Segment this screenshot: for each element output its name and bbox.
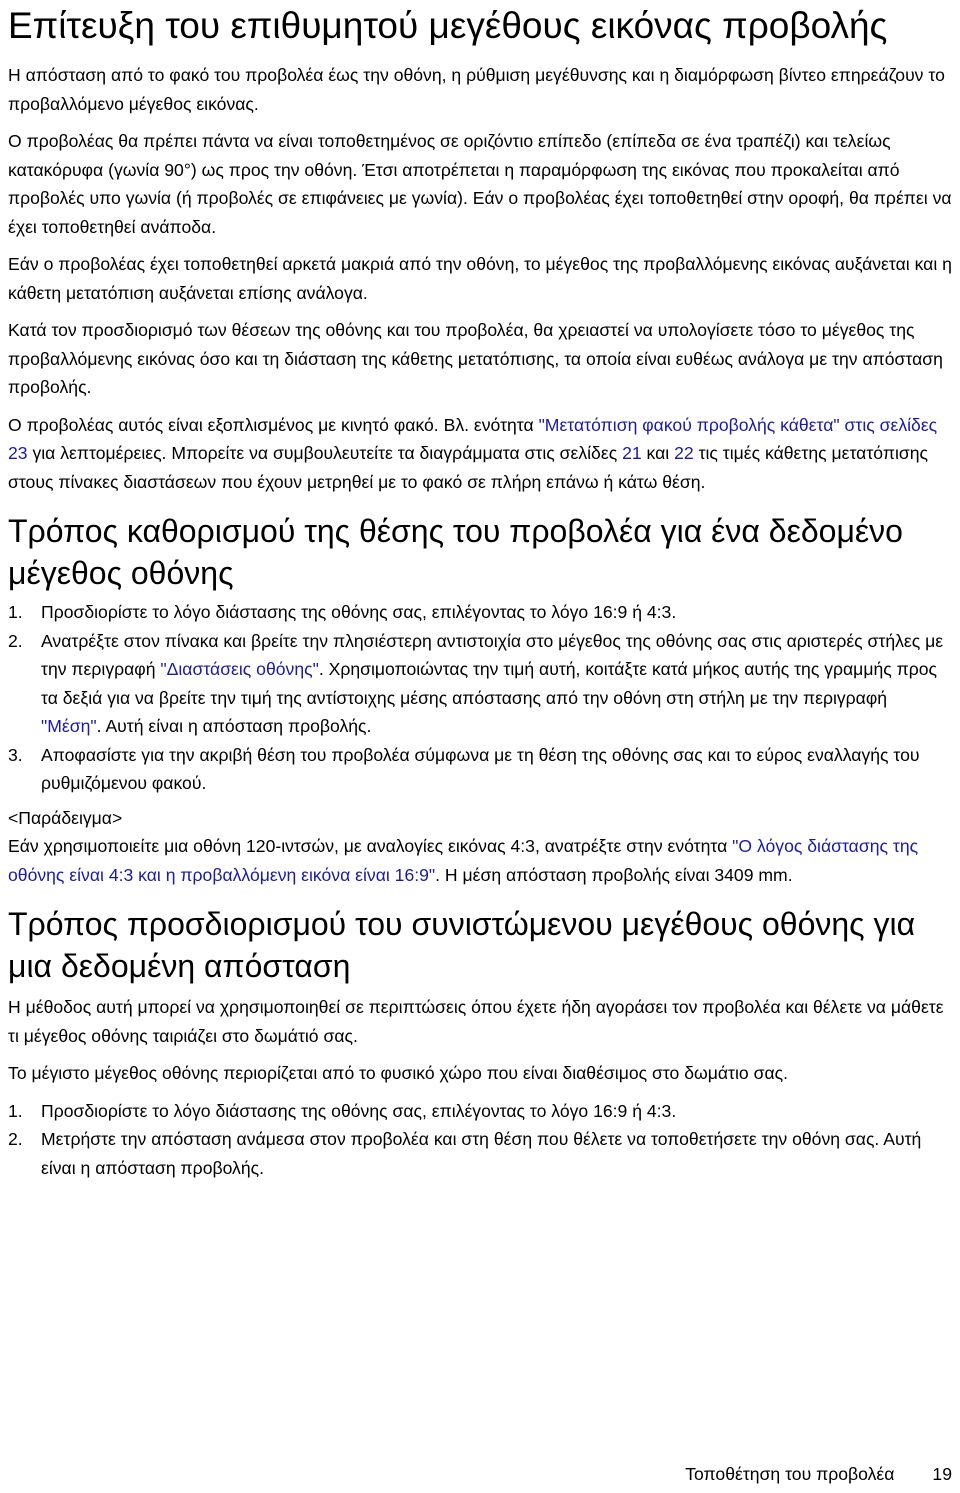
list-item [8,627,952,741]
list-number: 1. [8,602,23,622]
paragraph-intro: Η απόσταση από το φακό του προβολέα έως την οθόνη, η ρύθμιση μεγέθυνσης και η διαμόρφωση βίντεο επηρεάζουν το προβαλλόμενο μέγεθος εικόνας. [8,65,945,114]
list-text: Ανατρέξτε στον πίνακα και βρείτε την πλησιέστερη αντιστοιχία στο μέγεθος της οθόνης σας στις αριστερές στήλες με την περιγραφή [41,630,944,679]
paragraph-distance: Εάν ο προβολέας έχει τοποθετηθεί αρκετά μακριά από την οθόνη, το μέγεθος της προβαλλόμενης εικόνας αυξάνεται και η κάθετη μετατόπιση αυξάνεται επίσης ανάλογα. [8,254,952,303]
list-item [8,1125,952,1182]
link-vertical-lens-shift[interactable]: "Μετατόπιση φακού προβολής κάθετα" στις σελίδες 23 [8,414,938,463]
link-aspect-ratio-section[interactable]: "Ο λόγος διάστασης της οθόνης είναι 4:3 και η προβαλλόμενη εικόνα είναι 16:9" [8,836,919,885]
section-title-image-size: Επίτευξη του επιθυμητού μεγέθους εικόνας προβολής [8,5,888,46]
steps-list-size [8,1097,952,1183]
paragraph-method: Η μέθοδος αυτή μπορεί να χρησιμοποιηθεί σε περιπτώσεις όπου έχετε ήδη αγοράσει τον προβολέα και θέλετε να μάθετε τι μέγεθος οθόνης ταιριάζει στο δωμάτιό σας. [8,997,944,1046]
list-number: 1. [8,1100,23,1121]
link-screen-dimensions[interactable]: "Διαστάσεις οθόνης" [160,659,319,679]
list-text: Αποφασίστε για την ακριβή θέση του προβολέα σύμφωνα με τη θέση της οθόνης σας και το εύρος εναλλαγής του ρυθμιζόμενου φακού. [41,744,920,793]
text-run: τις τιμές κάθετης μετατόπισης στους πίνακες διαστάσεων που έχουν μετρηθεί με το φακό σε πλήρη επάνω ή κάτω θέση. [8,443,928,492]
text-run: . Η μέση απόσταση προβολής είναι 3409 mm. [435,864,793,885]
page-footer [685,1462,952,1486]
paragraph-lens-shift [8,411,952,497]
list-item [8,598,952,627]
text-run: Ο προβολέας αυτός είναι εξοπλισμένος με κινητό φακό. Βλ. ενότητα [8,414,539,435]
list-number: 2. [8,630,23,651]
footer-section-name: Τοποθέτηση του προβολέα [685,1464,895,1484]
list-item [8,741,952,798]
paragraph-max-size: Το μέγιστο μέγεθος οθόνης περιορίζεται από το φυσικό χώρο που είναι διαθέσιμος στο δωμάτιο σας. [8,1063,788,1083]
text-run: για λεπτομέρειες. Μπορείτε να συμβουλευτείτε τα διαγράμματα στις σελίδες [27,443,623,463]
paragraph-placement: Ο προβολέας θα πρέπει πάντα να είναι τοποθετημένος σε οριζόντιο επίπεδο (επίπεδα σε ένα τραπέζι) και τελείως κατακόρυφα (γωνία 90°) ως προς την οθόνη. Έτσι αποτρέπεται η παραμόρφωση της εικόνας που προκαλείται από προβολές υπο γωνία (ή προβολές σε επιφάνειες με γωνία). Εάν ο προβολέας έχει τοποθετηθεί στην οροφή, θα πρέπει να έχει τοποθετηθεί ανάποδα. [8,131,952,237]
list-text: Προσδιορίστε το λόγο διάστασης της οθόνης σας, επιλέγοντας το λόγο 16:9 ή 4:3. [41,1100,677,1121]
text-run: Εάν χρησιμοποιείτε μια οθόνη 120-ιντσών, με αναλογίες εικόνας 4:3, ανατρέξτε στην ενότητα [8,836,733,856]
link-average[interactable]: "Μέση" [41,716,97,736]
list-text: Προσδιορίστε το λόγο διάστασης της οθόνης σας, επιλέγοντας το λόγο 16:9 ή 4:3. [41,602,677,622]
text-run: και [641,443,675,463]
list-number: 3. [8,744,23,765]
section-title-size-for-distance: Τρόπος προσδιορισμού του συνιστώμενου μεγέθους οθόνης για μια δεδομένη απόσταση [8,906,916,984]
link-page-22[interactable]: 22 [674,443,694,463]
list-text: . Αυτή είναι η απόσταση προβολής. [96,716,372,736]
list-text: Μετρήστε την απόσταση ανάμεσα στον προβολέα και στη θέση που θέλετε να τοποθετήσετε την οθόνη σας. Αυτή είναι η απόσταση προβολής. [41,1129,922,1178]
document-page [8,0,952,1188]
page-number: 19 [932,1464,952,1484]
section-title-position-for-size: Τρόπος καθορισμού της θέσης του προβολέα για ένα δεδομένο μέγεθος οθόνης [8,513,903,591]
example-label: <Παράδειγμα> [8,807,123,828]
paragraph-example [8,832,952,889]
list-number: 2. [8,1129,23,1149]
list-item [8,1097,952,1126]
link-page-21[interactable]: 21 [622,443,642,463]
list-text: . Χρησιμοποιώντας την τιμή αυτή, κοιτάξτε κατά μήκος αυτής της γραμμής προς τα δεξιά για να βρείτε την τιμή της αντίστοιχης μέσης απόστασης από την οθόνη στη στήλη με την περιγραφή [41,659,938,708]
steps-list-position [8,598,952,798]
paragraph-calculation: Κατά τον προσδιορισμό των θέσεων της οθόνης και του προβολέα, θα χρειαστεί να υπολογίσετε τόσο το μέγεθος της προβαλλόμενης εικόνας όσο και τη διάσταση της κάθετης μετατόπισης, τα οποία είναι ευθέως ανάλογα με την απόσταση προβολής. [8,320,943,397]
